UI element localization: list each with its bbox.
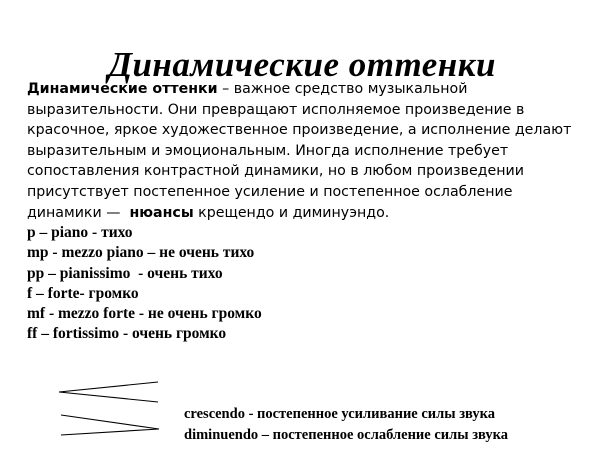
intro-line-6: присутствует постепенное усиление и постепенное ослабление	[27, 183, 513, 200]
crescendo-hairpin-icon	[59, 382, 158, 402]
intro-lead-term: Динамические оттенки	[27, 81, 218, 97]
intro-line-7-start: динамики —	[27, 204, 130, 221]
intro-line-2: выразительности. Они превращают исполняемое произведение в	[27, 101, 525, 118]
diminuendo-hairpin-icon	[61, 415, 159, 435]
dynamics-list	[27, 223, 262, 345]
intro-line-1: – важное средство музыкальной	[217, 81, 468, 97]
page-title: Динамические оттенки	[108, 45, 496, 85]
dynamics-item-mezzo-piano: mp - mezzo piano – не очень тихо	[27, 244, 255, 262]
intro-line-3: красочное, яркое художественное произведение, а исполнение делают	[27, 122, 572, 139]
crescendo-definition: crescendo - постепенное усиливание силы звука	[184, 406, 496, 422]
dynamics-item-fortissimo: ff – fortissimo - очень громко	[27, 325, 227, 343]
hairpins-illustration	[58, 378, 168, 438]
intro-line-5: сопоставления контрастной динамики, но в любом произведении	[27, 163, 524, 180]
intro-line-7-end: крещендо и диминуэндо.	[193, 204, 390, 221]
intro-line-4: выразительным и эмоциональным. Иногда исполнение требует	[27, 142, 509, 159]
diminuendo-definition: diminuendo – постепенное ослабление силы звука	[184, 426, 509, 443]
dynamics-item-pianissimo: pp – pianissimo - очень тихо	[27, 264, 223, 282]
dynamics-item-piano: p – piano - тихо	[27, 224, 133, 241]
dynamics-item-mezzo-forte: mf - mezzo forte - не очень громко	[27, 305, 262, 323]
dynamics-item-forte: f – forte- громко	[27, 284, 139, 302]
intro-nuances-term: нюансы	[129, 204, 194, 221]
intro-paragraph	[27, 79, 587, 223]
hairpin-definitions	[184, 404, 508, 445]
